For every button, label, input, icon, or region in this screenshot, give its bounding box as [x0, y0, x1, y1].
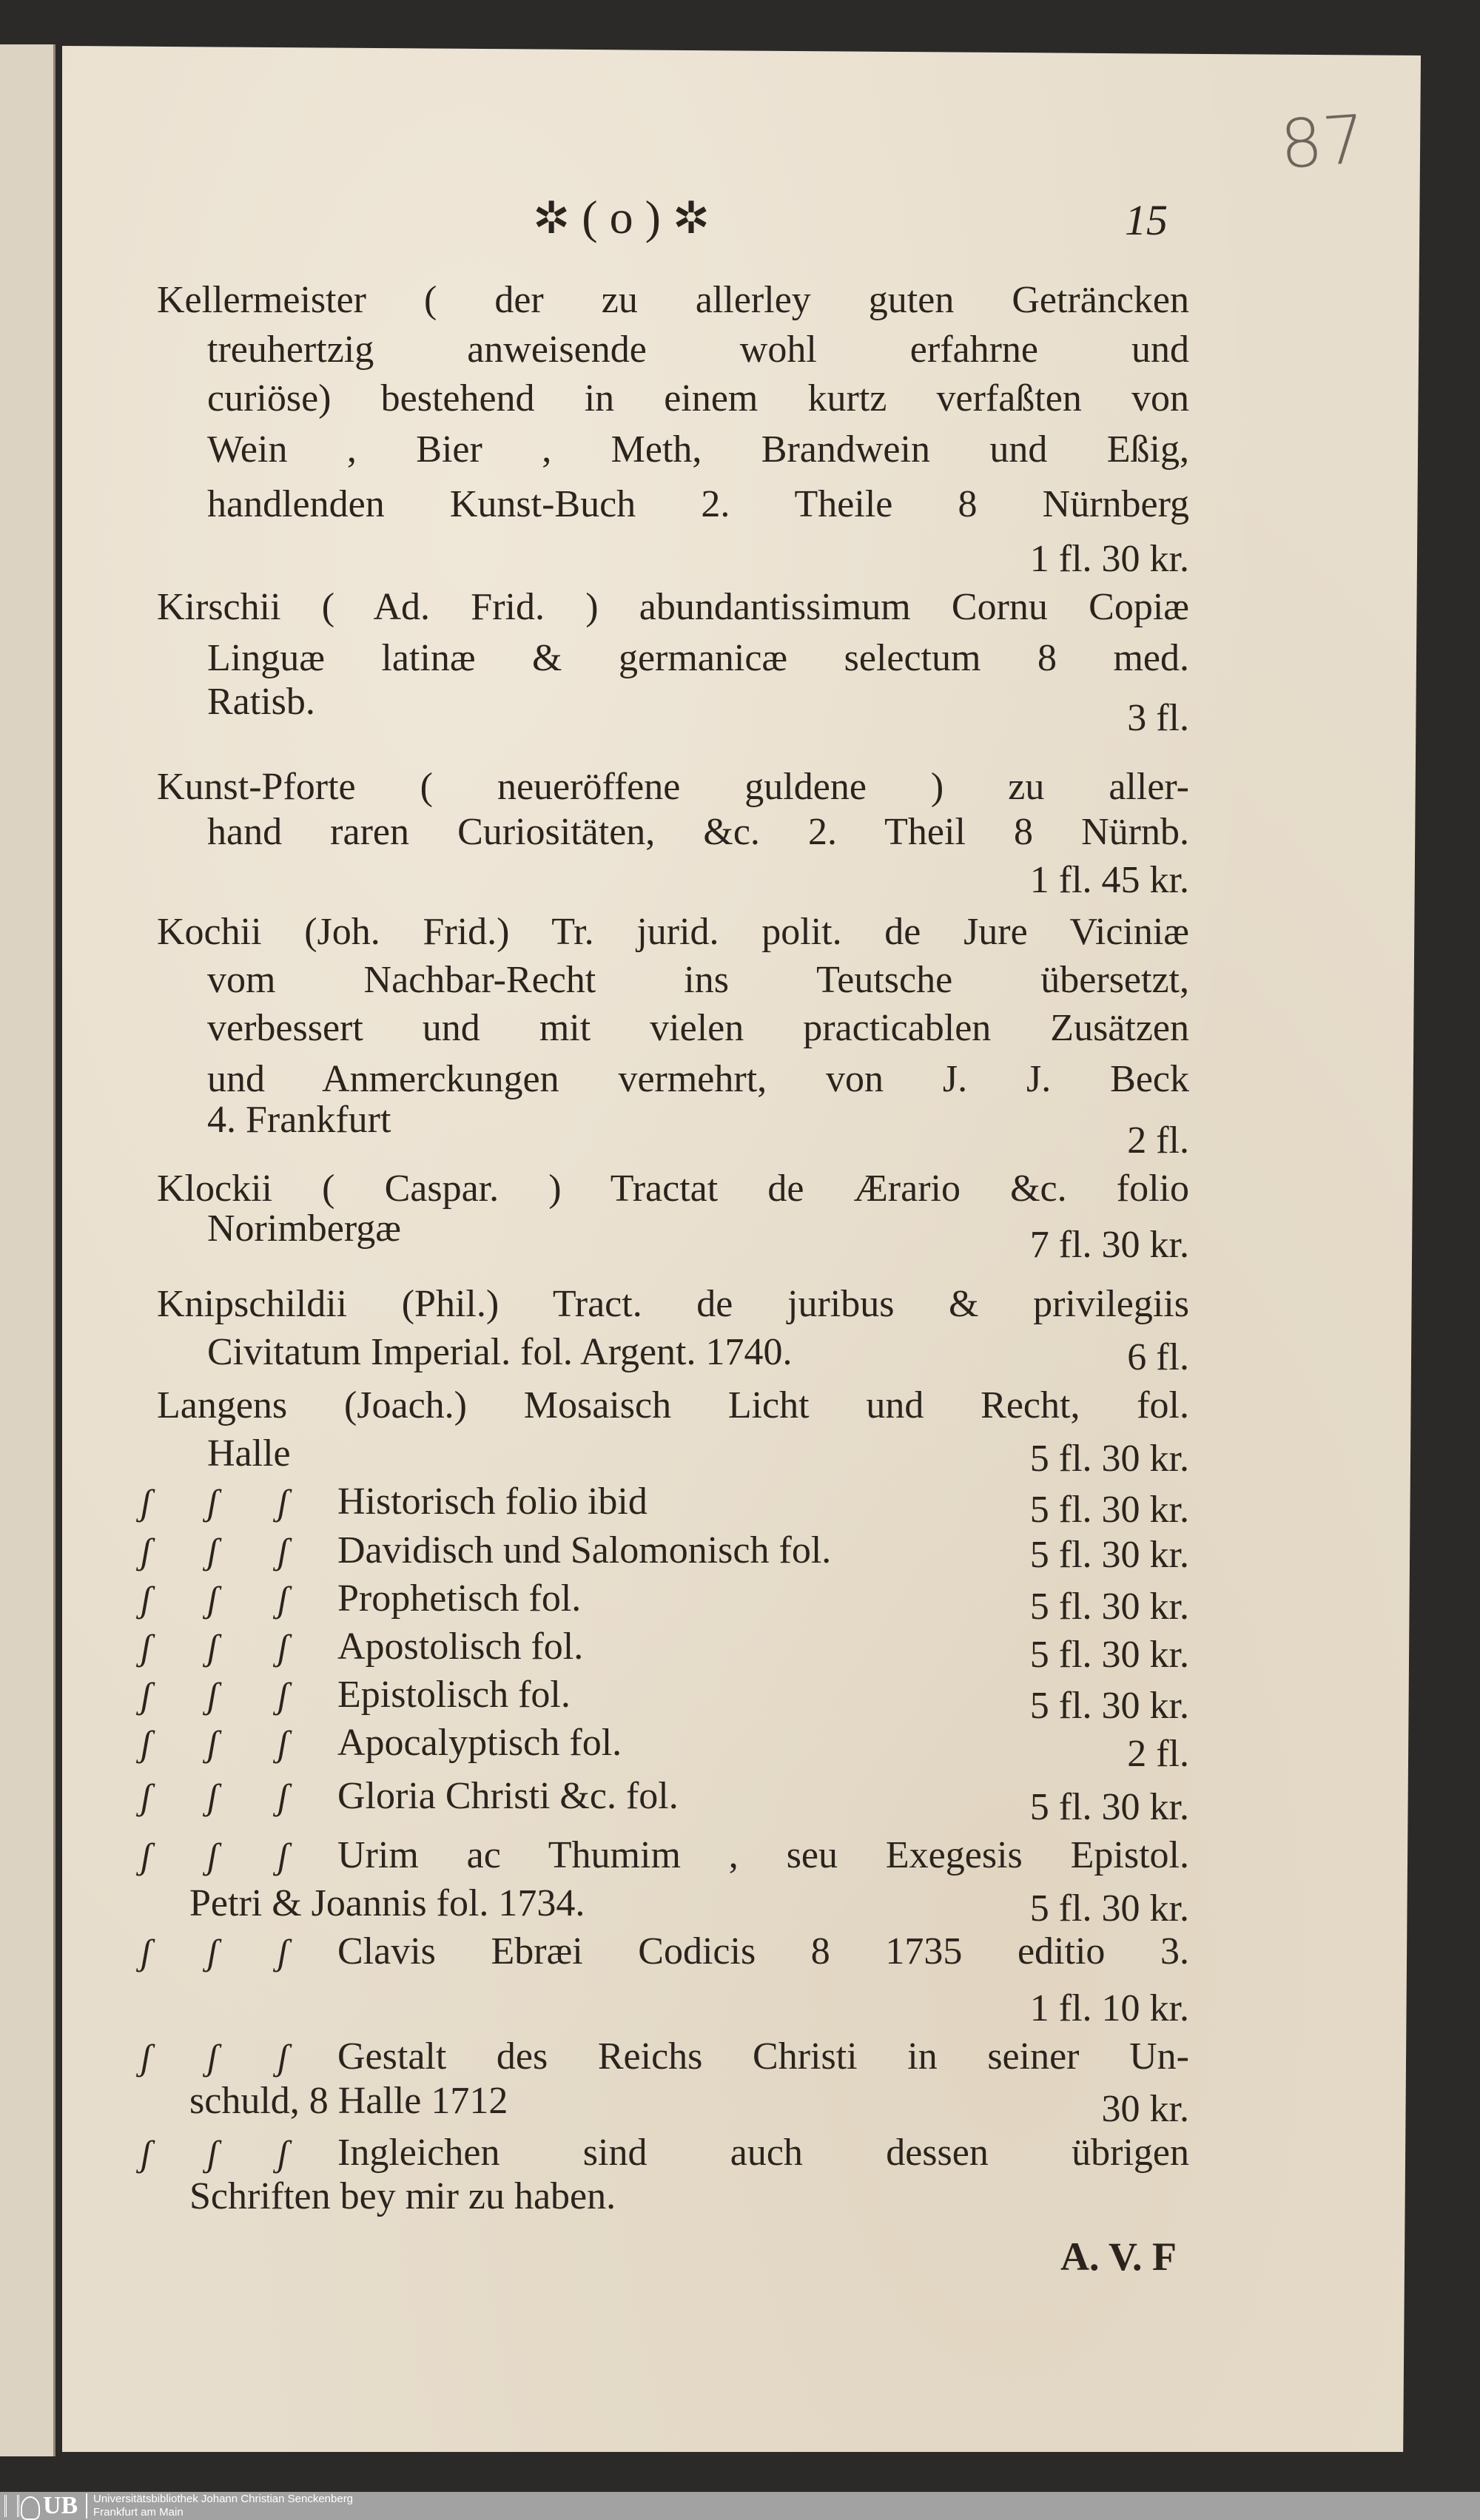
catalog-line: und Anmerckungen vermehrt, von J. J. Beck — [207, 1059, 1189, 1099]
catalog-line: Apostolisch fol. — [337, 1625, 584, 1668]
signature: A. V. F — [1060, 2234, 1177, 2279]
ditto-mark: ʃ — [141, 1776, 152, 1817]
catalog-line: Ingleichen sind auch dessen übrigen — [337, 2133, 1189, 2173]
price-label: 5 fl. 30 kr. — [1029, 1534, 1189, 1576]
ditto-mark: ʃ — [141, 1530, 152, 1571]
logo-bars-icon — [4, 2495, 19, 2517]
ditto-mark: ʃ — [207, 1931, 218, 1972]
catalog-line: Wein , Bier , Meth, Brandwein und Eßig, — [207, 430, 1189, 470]
ditto-mark: ʃ — [141, 1835, 152, 1876]
ditto-mark: ʃ — [207, 1481, 218, 1523]
institution-name: Universitätsbibliothek Johann Christian Senckenberg — [93, 2493, 354, 2505]
price-label: 30 kr. — [1101, 2088, 1189, 2130]
ditto-mark: ʃ — [141, 1722, 152, 1764]
institution-city: Frankfurt am Main — [93, 2506, 184, 2519]
header-title: ( o ) — [582, 191, 661, 243]
ditto-mark: ʃ — [207, 1626, 218, 1668]
price-label: 6 fl. — [1127, 1336, 1189, 1378]
page-number: 15 — [1125, 196, 1168, 244]
catalog-line: Kirschii ( Ad. Frid. ) abundantissimum Cornu Copiæ — [157, 587, 1189, 627]
price-label: 5 fl. 30 kr. — [1029, 1887, 1189, 1930]
ditto-mark: ʃ — [141, 1578, 152, 1620]
ditto-mark: ʃ — [278, 1835, 289, 1876]
price-label: 1 fl. 10 kr. — [1029, 1987, 1189, 2029]
price-label: 3 fl. — [1127, 697, 1189, 739]
ditto-mark: ʃ — [141, 2036, 152, 2078]
catalog-line: Klockii ( Caspar. ) Tractat de Ærario &c. folio — [157, 1169, 1189, 1209]
ditto-mark: ʃ — [278, 2036, 289, 2078]
logo-text: UB — [43, 2492, 78, 2519]
catalog-line: hand raren Curiositäten, &c. 2. Theil 8 Nürnb. — [207, 812, 1189, 852]
catalog-line: Langens (Joach.) Mosaisch Licht und Recht, fol. — [157, 1386, 1189, 1426]
ditto-mark: ʃ — [141, 1626, 152, 1668]
library-footer — [0, 2492, 1480, 2520]
page-header — [533, 191, 710, 245]
catalog-line: curiöse) bestehend in einem kurtz verfaßten von — [207, 379, 1189, 419]
price-label: 5 fl. 30 kr. — [1029, 1586, 1189, 1628]
catalog-line: Linguæ latinæ & germanicæ selectum 8 med. — [207, 639, 1189, 678]
handwritten-folio-number: 87 — [1277, 101, 1368, 184]
ditto-mark: ʃ — [278, 1578, 289, 1620]
price-label: 5 fl. 30 kr. — [1029, 1685, 1189, 1727]
catalog-line: Kellermeister ( der zu allerley guten Geträncken — [157, 280, 1189, 320]
catalog-line: verbessert und mit vielen practicablen Zusätzen — [207, 1008, 1189, 1048]
ditto-mark: ʃ — [141, 1674, 152, 1716]
catalog-line: Historisch folio ibid — [337, 1480, 648, 1523]
catalog-line: Schriften bey mir zu haben. — [189, 2175, 616, 2217]
catalog-line: treuhertzig anweisende wohl erfahrne und — [207, 330, 1189, 370]
logo-portrait-icon — [21, 2496, 40, 2520]
price-label: 7 fl. 30 kr. — [1029, 1224, 1189, 1266]
catalog-line: Gestalt des Reichs Christi in seiner Un- — [337, 2037, 1189, 2077]
catalog-line: schuld, 8 Halle 1712 — [189, 2080, 508, 2122]
ditto-mark: ʃ — [141, 1931, 152, 1972]
ditto-mark: ʃ — [207, 2036, 218, 2078]
price-label: 1 fl. 30 kr. — [1029, 538, 1189, 580]
ditto-mark: ʃ — [278, 1530, 289, 1571]
catalog-line: Davidisch und Salomonisch fol. — [337, 1529, 832, 1571]
catalog-line: Prophetisch fol. — [337, 1577, 582, 1620]
price-label: 2 fl. — [1127, 1733, 1189, 1775]
ornament-right-icon: ✲ — [672, 194, 710, 243]
catalog-line: 4. Frankfurt — [207, 1099, 391, 1141]
ditto-mark: ʃ — [278, 1931, 289, 1972]
price-label: 5 fl. 30 kr. — [1029, 1786, 1189, 1828]
catalog-line: Knipschildii (Phil.) Tract. de juribus & privilegiis — [157, 1284, 1189, 1324]
ditto-mark: ʃ — [207, 1835, 218, 1876]
catalog-line: Civitatum Imperial. fol. Argent. 1740. — [207, 1331, 793, 1373]
price-label: 5 fl. 30 kr. — [1029, 1489, 1189, 1531]
ditto-mark: ʃ — [278, 2132, 289, 2174]
catalog-line: Kochii (Joh. Frid.) Tr. jurid. polit. de Jure Viciniæ — [157, 912, 1189, 952]
catalog-line: Apocalyptisch fol. — [337, 1722, 622, 1764]
ditto-mark: ʃ — [207, 1776, 218, 1817]
ditto-mark: ʃ — [207, 1674, 218, 1716]
ditto-mark: ʃ — [278, 1776, 289, 1817]
ornament-left-icon: ✲ — [533, 194, 571, 243]
catalog-line: Norimbergæ — [207, 1207, 401, 1250]
catalog-line: Clavis Ebræi Codicis 8 1735 editio 3. — [337, 1932, 1189, 1972]
adjacent-page-edge — [0, 44, 56, 2456]
ditto-mark: ʃ — [207, 2132, 218, 2174]
ditto-mark: ʃ — [278, 1626, 289, 1668]
price-label: 5 fl. 30 kr. — [1029, 1438, 1189, 1480]
ditto-mark: ʃ — [141, 1481, 152, 1523]
catalog-line: Epistolisch fol. — [337, 1674, 571, 1716]
catalog-line: Kunst-Pforte ( neueröffene guldene ) zu aller- — [157, 767, 1189, 807]
catalog-line: vom Nachbar-Recht ins Teutsche übersetzt, — [207, 960, 1189, 1000]
ditto-mark: ʃ — [141, 2132, 152, 2174]
library-logo — [3, 2493, 87, 2519]
catalog-line: Gloria Christi &c. fol. — [337, 1775, 679, 1817]
price-label: 5 fl. 30 kr. — [1029, 1634, 1189, 1676]
catalog-line: handlenden Kunst-Buch 2. Theile 8 Nürnberg — [207, 485, 1189, 525]
ditto-mark: ʃ — [207, 1722, 218, 1764]
catalog-line: Petri & Joannis fol. 1734. — [189, 1882, 585, 1924]
ditto-mark: ʃ — [278, 1674, 289, 1716]
catalog-line: Halle — [207, 1432, 291, 1475]
ditto-mark: ʃ — [278, 1481, 289, 1523]
catalog-line: Urim ac Thumim , seu Exegesis Epistol. — [337, 1836, 1189, 1876]
catalog-line: Ratisb. — [207, 681, 315, 723]
price-label: 2 fl. — [1127, 1119, 1189, 1162]
ditto-mark: ʃ — [207, 1578, 218, 1620]
ditto-mark: ʃ — [207, 1530, 218, 1571]
price-label: 1 fl. 45 kr. — [1029, 859, 1189, 901]
ditto-mark: ʃ — [278, 1722, 289, 1764]
